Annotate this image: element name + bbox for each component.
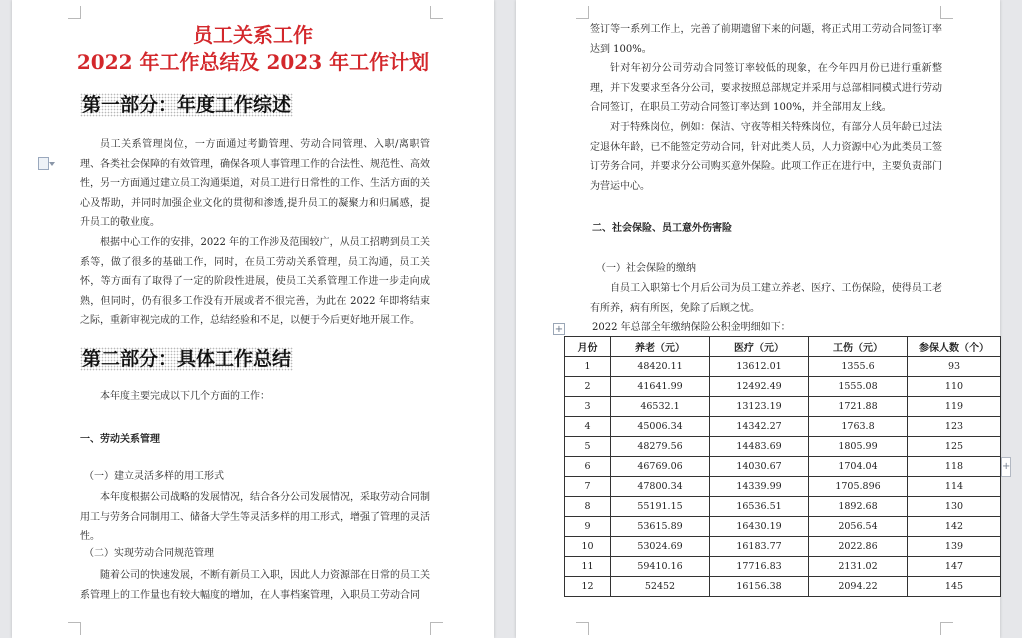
table-cell: 13123.19: [710, 397, 809, 417]
table-cell: 114: [908, 477, 1001, 497]
header-insured-count: 参保人数（个）: [908, 337, 1001, 357]
subsection-heading: （一）建立灵活多样的用工形式: [84, 471, 224, 482]
document-page-left: [12, 0, 494, 638]
table-cell: 41641.99: [611, 377, 710, 397]
table-row: [565, 437, 1001, 457]
table-move-icon[interactable]: +: [554, 324, 564, 335]
table-cell: 1: [565, 357, 611, 377]
table-row: [565, 417, 1001, 437]
paragraph: 对于特殊岗位，例如：保洁、守夜等相关特殊岗位，有部分人员年龄已过法定退休年龄，已不能签定劳动合同，针对此类人员，人力资源中心为此类员工签订劳务合同，并要求分公司购买意外保险。此项工作正在进行中，主要负责部门为营运中心。: [590, 121, 942, 192]
paragraph: 签订等一系列工作上，完善了前期遗留下来的问题，将正式用工劳动合同签订率达到 100%。: [590, 24, 942, 55]
table-cell: 53024.69: [611, 537, 710, 557]
subsection-heading: （一）社会保险的缴纳: [596, 263, 696, 274]
table-cell: 93: [908, 357, 1001, 377]
table-cell: 142: [908, 517, 1001, 537]
part2-intro: 本年度主要完成以下几个方面的工作：: [100, 391, 270, 402]
header-injury: 工伤（元）: [809, 337, 908, 357]
table-cell: 9: [565, 517, 611, 537]
table-cell: 4: [565, 417, 611, 437]
table-header-row: [565, 337, 1001, 357]
table-cell: 55191.15: [611, 497, 710, 517]
table-cell: 7: [565, 477, 611, 497]
margin-mark: [430, 6, 443, 19]
table-cell: 46532.1: [611, 397, 710, 417]
table-add-column-icon[interactable]: +: [1001, 457, 1011, 477]
table-cell: 2131.02: [809, 557, 908, 577]
margin-mark: [68, 622, 81, 635]
header-month: 月份: [565, 337, 611, 357]
table-cell: 1763.8: [809, 417, 908, 437]
table-cell: 1805.99: [809, 437, 908, 457]
table-cell: 2022.86: [809, 537, 908, 557]
subsection-body: [80, 566, 430, 605]
table-row: [565, 557, 1001, 577]
table-cell: 46769.06: [611, 457, 710, 477]
table-cell: 12: [565, 577, 611, 597]
table-caption: 2022 年总部全年缴纳保险公积金明细如下：: [592, 322, 791, 333]
table-cell: 47800.34: [611, 477, 710, 497]
table-cell: 130: [908, 497, 1001, 517]
table-cell: 59410.16: [611, 557, 710, 577]
table-cell: 118: [908, 457, 1001, 477]
table-cell: 123: [908, 417, 1001, 437]
table-cell: 2056.54: [809, 517, 908, 537]
table-cell: 145: [908, 577, 1001, 597]
paragraph: 员工关系管理岗位，一方面通过考勤管理、劳动合同管理、入职/离职管理、各类社会保障的有效管理，确保各项人事管理工作的合法性、规范性、高效性，另一方面通过建立员工沟通渠道，对员工进行日常性的工作、生活方面的关心及帮助，并同时加强企业文化的贯彻和渗透,提升员工的凝聚力和归属感，提升员工的敬业度。: [80, 139, 430, 229]
continued-body: [590, 20, 942, 196]
table-cell: 16183.77: [710, 537, 809, 557]
table-cell: 16430.19: [710, 517, 809, 537]
table-cell: 14342.27: [710, 417, 809, 437]
section-heading: 一、劳动关系管理: [80, 434, 160, 445]
table-cell: 48279.56: [611, 437, 710, 457]
table-cell: 52452: [611, 577, 710, 597]
table-cell: 13612.01: [710, 357, 809, 377]
paragraph: 针对年初分公司劳动合同签订率较低的现象，在今年四月份已进行重新整理，并下发要求至各分公司，要求按照总部规定并采用与总部相同模式进行劳动合同签订，在职员工劳动合同签订率达到 100%，并全部用友上线。: [590, 63, 942, 114]
table-cell: 45006.34: [611, 417, 710, 437]
margin-mark: [940, 622, 953, 635]
paragraph: 根据中心工作的安排，2022 年的工作涉及范围较广，从员工招聘到员工关系等，做了很多的基础工作，同时，在员工劳动关系管理，员工沟通，员工关怀，等方面有了取得了一定的阶段性进展，使员工关系管理工作进一步走向成熟，但同时，仍有很多工作没有开展或者不很完善，为此在 2022 年即将结束之际，重新审视完成的工作，总结经验和不足，以便于今后更好地开展工作。: [80, 236, 430, 327]
margin-mark: [68, 6, 81, 19]
part1-heading: 第一部分：年度工作综述: [82, 94, 292, 116]
margin-mark: [576, 622, 589, 635]
table-row: [565, 357, 1001, 377]
table-cell: 1892.68: [809, 497, 908, 517]
table-cell: 11: [565, 557, 611, 577]
table-cell: 1721.88: [809, 397, 908, 417]
table-cell: 2094.22: [809, 577, 908, 597]
subsection-body: [590, 279, 942, 318]
table-row: [565, 397, 1001, 417]
table-row: [565, 577, 1001, 597]
table-cell: 16536.51: [710, 497, 809, 517]
table-row: [565, 537, 1001, 557]
table-cell: 1704.04: [809, 457, 908, 477]
header-medical: 医疗（元）: [710, 337, 809, 357]
subsection-heading: （二）实现劳动合同规范管理: [84, 548, 214, 559]
table-cell: 14483.69: [710, 437, 809, 457]
margin-mark: [430, 622, 443, 635]
table-cell: 14030.67: [710, 457, 809, 477]
table-cell: 17716.83: [710, 557, 809, 577]
table-cell: 16156.38: [710, 577, 809, 597]
document-outline-icon[interactable]: [38, 157, 49, 170]
table-cell: 3: [565, 397, 611, 417]
table-cell: 110: [908, 377, 1001, 397]
insurance-table: [564, 336, 1001, 597]
paragraph: 本年度根据公司战略的发展情况，结合各分公司发展情况，采取劳动合同制用工与劳务合同制用工、储备大学生等灵活多样的用工形式，增强了管理的灵活性。: [80, 492, 430, 543]
table-cell: 139: [908, 537, 1001, 557]
table-cell: 8: [565, 497, 611, 517]
margin-mark: [576, 6, 589, 19]
table-row: [565, 377, 1001, 397]
table-cell: 12492.49: [710, 377, 809, 397]
table-cell: 1355.6: [809, 357, 908, 377]
header-pension: 养老（元）: [611, 337, 710, 357]
table-row: [565, 497, 1001, 517]
table-row: [565, 517, 1001, 537]
paragraph: 随着公司的快速发展，不断有新员工入职，因此人力资源部在日常的员工关系管理上的工作量也有较大幅度的增加，在人事档案管理，入职员工劳动合同: [80, 570, 430, 601]
margin-mark: [940, 6, 953, 19]
table-cell: 10: [565, 537, 611, 557]
document-subtitle: 2022 年工作总结及 2023 年工作计划: [76, 50, 430, 74]
table-row: [565, 477, 1001, 497]
table-cell: 147: [908, 557, 1001, 577]
subsection-body: [80, 488, 430, 547]
table-cell: 125: [908, 437, 1001, 457]
table-cell: 119: [908, 397, 1001, 417]
part1-body: [80, 135, 430, 331]
table-cell: 1705.896: [809, 477, 908, 497]
part2-heading: 第二部分：具体工作总结: [82, 348, 292, 370]
document-title: 员工关系工作: [193, 23, 313, 47]
section-heading: 二、社会保险、员工意外伤害险: [592, 223, 732, 234]
paragraph: 自员工入职第七个月后公司为员工建立养老、医疗、工伤保险，使得员工老有所养，病有所医，免除了后顾之忧。: [590, 283, 942, 314]
table-cell: 5: [565, 437, 611, 457]
table-cell: 53615.89: [611, 517, 710, 537]
table-cell: 2: [565, 377, 611, 397]
table-cell: 14339.99: [710, 477, 809, 497]
table-row: [565, 457, 1001, 477]
table-cell: 48420.11: [611, 357, 710, 377]
table-cell: 1555.08: [809, 377, 908, 397]
table-cell: 6: [565, 457, 611, 477]
